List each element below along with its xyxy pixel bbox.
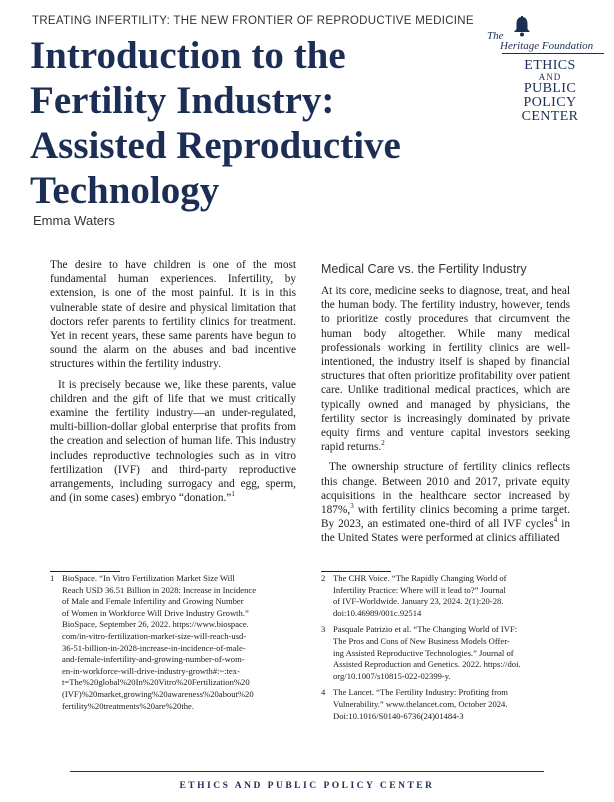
footnote-line: The Lancet. “The Fertility Industry: Profiting from <box>333 687 508 698</box>
footnote-line[interactable]: org/10.1007/s10815-022-02399-y. <box>333 670 451 681</box>
footnote-text <box>333 573 570 619</box>
paragraph-text: with fertility clinics becoming a prime target. By 2023, an estimated one-third of all IVF cycles <box>321 504 570 531</box>
logo-line-public: PUBLIC <box>523 81 577 96</box>
footnote-line: Vulnerability.” www.thelancet.com, October 2024. <box>333 698 508 709</box>
footnote-text <box>333 687 570 722</box>
footnote-rule <box>321 571 391 572</box>
footnote-line: Doi:10.1016/S0140-6736(24)01484-3 <box>333 710 464 721</box>
paragraph-text: It is precisely because we, like these parents, value children and the gift of life that we must critically examine the fertility industry—an under-regulated, multi-billion-dollar global enterprise that profits from the creation and selection of human life. This industry includes reproductive technologies such as in vitro fertilization (IVF) and third-party reproductive arrangements, including surrogacy and egg, sperm, and (in some cases) embryo “donation.” <box>50 378 296 505</box>
footnote-text <box>333 624 570 682</box>
footnote-number: 3 <box>321 624 326 635</box>
logo-line-ethics: ETHICS <box>524 58 576 73</box>
bell-icon <box>512 16 532 38</box>
footnote <box>321 687 570 722</box>
logo-center-name <box>510 59 590 124</box>
footnote <box>321 624 570 682</box>
footnote <box>321 573 570 619</box>
footnote-line[interactable]: and-female-infertility-and-growing-number-of-wom- <box>62 654 245 665</box>
footnote <box>50 573 297 712</box>
right-body-column <box>321 284 570 546</box>
logo-line-policy: POLICY <box>523 95 577 110</box>
footnote-line[interactable]: Assisted Reproduction and Genetics. 2022. https://doi. <box>333 659 521 670</box>
body-paragraph <box>321 460 570 545</box>
footnote-line[interactable]: (IVF)%20market,growing%20awareness%20about%20 <box>62 688 254 699</box>
footnote-line: The CHR Voice. “The Rapidly Changing World of <box>333 573 507 583</box>
footnote-line[interactable]: fertility%20treatments%20are%20the. <box>62 700 194 711</box>
author-name: Emma Waters <box>33 213 115 228</box>
page-title: Introduction to the Fertility Industry: Assisted Reproductive Technology <box>30 34 401 212</box>
footnote-text <box>62 573 297 712</box>
footnotes-right <box>321 573 570 727</box>
footnote-line: Pasquale Patrizio et al. “The Changing World of IVF: <box>333 624 518 635</box>
footnote-line: of Women in Workforce Will Drive Industry Growth.” <box>62 607 249 618</box>
footnote-ref[interactable]: 1 <box>231 490 235 499</box>
eppc-logo <box>486 16 610 136</box>
logo-foundation-name: Heritage Foundation <box>500 40 594 52</box>
body-paragraph <box>50 378 296 506</box>
body-paragraph <box>321 284 570 454</box>
body-paragraph: The desire to have children is one of the most fundamental human experiences. Infertility, by extension, is one of the most painful. It is in this vulnerable state of desire and physical limitation that doctors refer parents to fertility clinics for treatment. Yet in recent years, these same parents have begun to sound the alarm on the abuses and bad incentive structures within the fertility industry. <box>50 259 296 371</box>
paragraph-text: in the United States were performed at clinics affiliated <box>321 518 570 545</box>
footnotes-left <box>50 573 297 717</box>
footnote-line: The Pros and Cons of New Business Models Offer- <box>333 635 510 646</box>
left-body-column <box>50 258 296 505</box>
footnote-line: Reach USD 36.51 Billion in 2028: Increase in Incidence <box>62 584 257 595</box>
footnote-number: 4 <box>321 687 326 698</box>
footnote-number: 1 <box>50 573 55 583</box>
footnote-line[interactable]: t=The%20global%20In%20Vitro%20Fertilization%20 <box>62 677 250 688</box>
logo-divider <box>502 53 604 54</box>
footnote-line: BioSpace, September 26, 2022. https://www.biospace. <box>62 619 249 630</box>
header-kicker: TREATING INFERTILITY: THE NEW FRONTIER OF REPRODUCTIVE MEDICINE <box>32 15 474 27</box>
paragraph-text: At its core, medicine seeks to diagnose, treat, and heal the human body. The fertility industry, however, tends to prioritize costly procedures that circumvent the human body altogether. While many medical professionals working in fertility clinics are well-intentioned, the industry itself is shaped by financial structures that often prioritize profitability over patient care. Unlike traditional medical practices, which are typically owned and managed by physicians, the fertility sector is increasingly dominated by private equity firms and venture capital investors seeking rapid returns. <box>321 285 570 454</box>
footnote-ref[interactable]: 2 <box>381 439 385 448</box>
footnote-rule <box>50 571 120 572</box>
logo-line-center: CENTER <box>521 109 579 124</box>
footnote-ref[interactable]: 3 <box>350 502 354 511</box>
footnote-ref[interactable]: 4 <box>553 516 558 525</box>
footer-divider <box>70 771 544 772</box>
paragraph-text: The ownership structure of fertility clinics reflects this change. Between 2010 and 2017, private equity acquisitions in the healthcare sector increased by 187%, <box>321 461 570 517</box>
footnote-line: BioSpace. “In Vitro Fertilization Market Size Will <box>62 573 235 583</box>
footnote-line[interactable]: 36-51-billion-in-2028-increase-in-incidence-of-male- <box>62 642 246 653</box>
footnote-line: doi:10.46989/001c.92514 <box>333 607 422 618</box>
footnote-line[interactable]: com/in-vitro-fertilization-market-size-will-reach-usd- <box>62 630 247 641</box>
section-heading: Medical Care vs. the Fertility Industry <box>321 262 527 276</box>
footnote-line: ing Assisted Reproductive Technologies.” Journal of <box>333 647 514 658</box>
footer-organization: ETHICS AND PUBLIC POLICY CENTER <box>179 781 435 791</box>
footnote-number: 2 <box>321 573 326 583</box>
logo-the: The <box>487 30 504 42</box>
footnote-line[interactable]: en-in-workforce-will-drive-industry-growth#:~:tex- <box>62 665 240 676</box>
logo-line-and: AND <box>538 72 562 82</box>
footnote-line: of IVF-Worldwide. January 23, 2024. 2(1):20-28. <box>333 596 504 607</box>
footnote-line: of Male and Female Infertility and Growing Number <box>62 596 244 607</box>
footnote-line: Infertility Practice: Where will it lead to?” Journal <box>333 584 506 595</box>
